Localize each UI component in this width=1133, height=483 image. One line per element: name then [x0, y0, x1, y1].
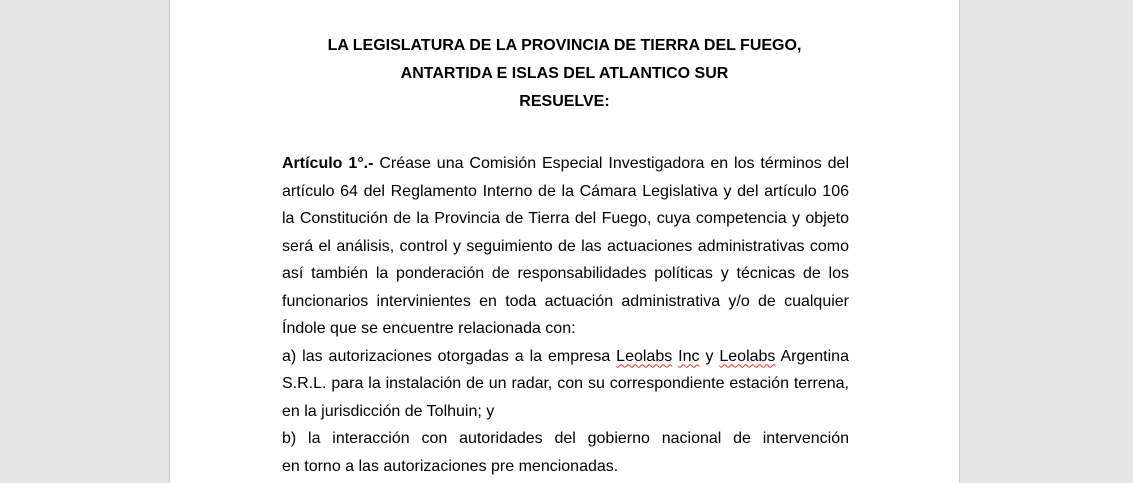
article-line-5: así también la ponderación de responsabilidades políticas y técnicas de los	[282, 265, 849, 282]
item-b-line-2: en torno a las autorizaciones pre mencionadas.	[282, 457, 619, 475]
article-line-6: funcionarios intervinientes en toda actuación administrativa y/o de cualquier	[282, 292, 849, 310]
document-page	[169, 0, 960, 483]
spell-error-leolabs-1[interactable]: Leolabs	[616, 347, 673, 365]
article-line-1	[282, 150, 849, 178]
item-a-mid: y	[705, 347, 714, 365]
item-a-line-3: en la jurisdicción de Tolhuin; y	[282, 402, 495, 420]
item-a-post: Argentina	[780, 347, 849, 365]
article-line-3: la Constitución de la Provincia de Tierra del Fuego, cuya competencia y objeto	[282, 210, 849, 227]
spell-error-leolabs-2[interactable]: Leolabs	[719, 347, 776, 365]
article-line-7: Índole que se encuentre relacionada con:	[282, 320, 576, 337]
heading-resuelve: RESUELVE:	[519, 93, 610, 110]
item-a-line-1	[282, 343, 849, 371]
article-body	[282, 150, 849, 480]
item-a-line-2: S.R.L. para la instalación de un radar, con su correspondiente estación terrena,	[282, 375, 849, 392]
article-line-2: artículo 64 del Reglamento Interno de la Cámara Legislativa y del artículo 106	[282, 182, 849, 200]
heading-line-2: ANTARTIDA E ISLAS DEL ATLANTICO SUR	[400, 65, 729, 82]
spell-error-inc[interactable]: Inc	[678, 347, 700, 365]
item-a-pre: a) las autorizaciones otorgadas a la empresa	[282, 347, 611, 365]
article-label: Artículo 1°.-	[282, 155, 374, 172]
article-line-1-text: Créase una Comisión Especial Investigadora en los términos del	[379, 155, 849, 172]
item-b-line-1: b) la interacción con autoridades del gobierno nacional de intervención	[282, 430, 849, 447]
article-line-4: será el análisis, control y seguimiento de las actuaciones administrativas como	[282, 237, 849, 255]
heading-line-1: LA LEGISLATURA DE LA PROVINCIA DE TIERRA DEL FUEGO,	[327, 37, 802, 54]
